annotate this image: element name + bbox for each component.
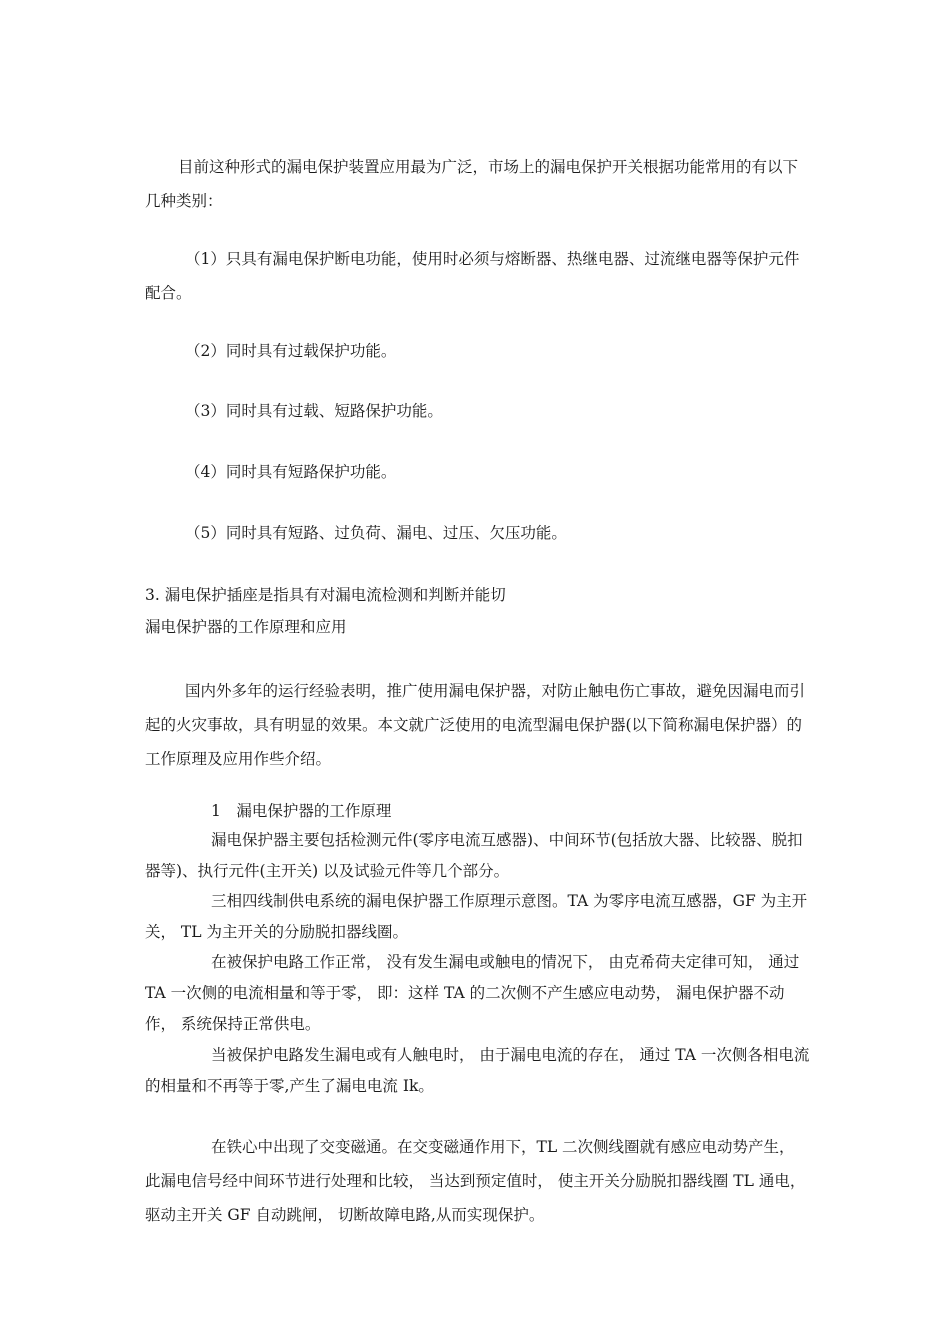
section-3-line: 3. 漏电保护插座是指具有对漏电流检测和判断并能切 xyxy=(145,586,506,604)
body-paragraph-3: 在被保护电路工作正常， 没有发生漏电或触电的情况下， 由克希荷夫定律可知， 通过 TA 一次侧的电流相量和等于零， 即：这样 TA 的二次侧不产生感应电动势， 漏电保护器不动作， 系统保持正常供电。 xyxy=(145,953,800,1033)
article-title: 漏电保护器的工作原理和应用 xyxy=(145,618,347,636)
body-paragraph-4: 当被保护电路发生漏电或有人触电时， 由于漏电电流的存在， 通过 TA 一次侧各相电流的相量和不再等于零,产生了漏电电流 Ik。 xyxy=(145,1046,810,1095)
body-paragraph-1: 漏电保护器主要包括检测元件(零序电流互感器)、中间环节(包括放大器、比较器、脱扣器等)、执行元件(主开关) 以及试验元件等几个部分。 xyxy=(145,831,803,880)
section-subheading: 1 漏电保护器的工作原理 xyxy=(211,802,392,820)
body-paragraph-2: 三相四线制供电系统的漏电保护器工作原理示意图。TA 为零序电流互感器，GF 为主开关， TL 为主开关的分励脱扣器线圈。 xyxy=(145,892,808,941)
article-intro-paragraph: 国内外多年的运行经验表明，推广使用漏电保护器，对防止触电伤亡事故，避免因漏电而引起的火灾事故，具有明显的效果。本文就广泛使用的电流型漏电保护器(以下简称漏电保护器）的工作原理及应用作些介绍。 xyxy=(145,682,806,768)
list-item-4: （4）同时具有短路保护功能。 xyxy=(185,463,397,481)
list-item-5: （5）同时具有短路、过负荷、漏电、过压、欠压功能。 xyxy=(185,524,567,542)
list-item-1: （1）只具有漏电保护断电功能，使用时必须与熔断器、热继电器、过流继电器等保护元件配合。 xyxy=(145,250,800,302)
intro-paragraph: 目前这种形式的漏电保护装置应用最为广泛，市场上的漏电保护开关根据功能常用的有以下几种类别： xyxy=(145,158,799,210)
body-paragraph-5: 在铁心中出现了交变磁通。在交变磁通作用下，TL 二次侧线圈就有感应电动势产生， 此漏电信号经中间环节进行处理和比较， 当达到预定值时， 使主开关分励脱扣器线圈 TL 通电， 驱动主开关 GF 自动跳闸， 切断故障电路,从而实现保护。 xyxy=(145,1138,806,1224)
list-item-3: （3）同时具有过载、短路保护功能。 xyxy=(185,402,443,420)
list-item-2: （2）同时具有过载保护功能。 xyxy=(185,342,397,360)
